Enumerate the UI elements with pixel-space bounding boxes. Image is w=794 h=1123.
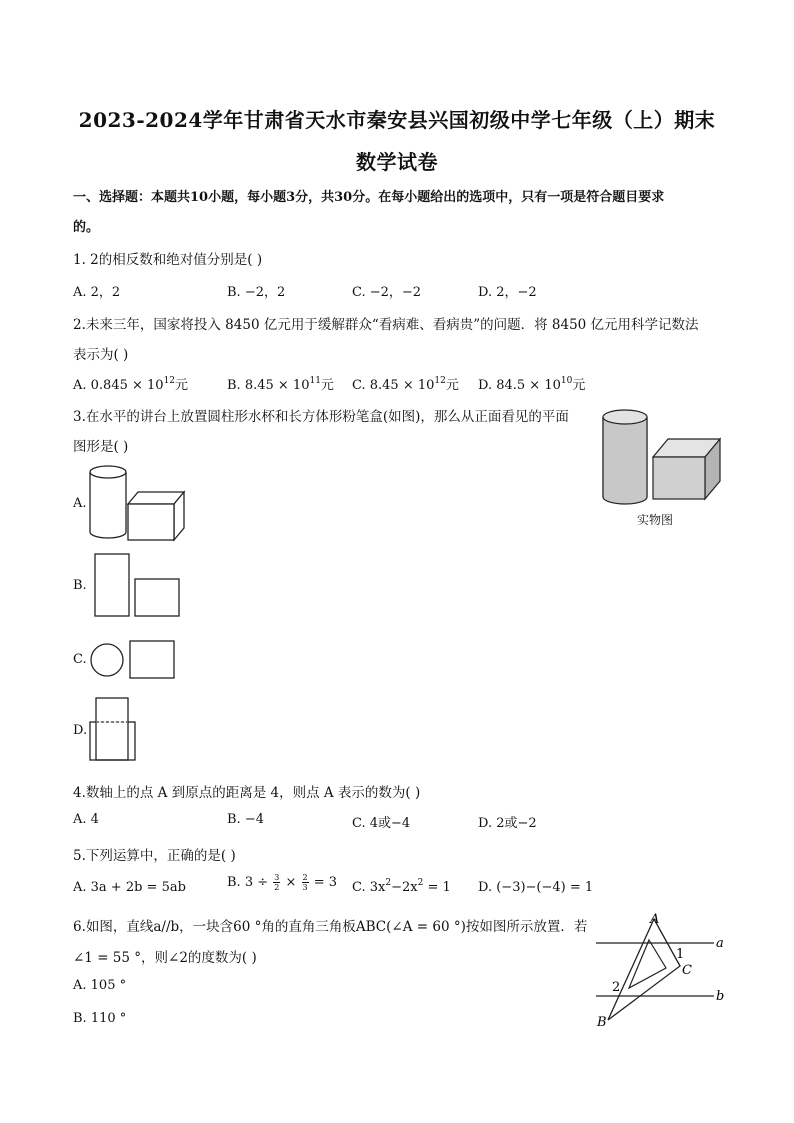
fraction-2-3: $\frac{2}{3}$: [302, 873, 308, 892]
q6-angle-2: 2: [612, 980, 621, 995]
q3-figure-caption: 实物图: [637, 513, 674, 527]
q6-option-a[interactable]: A. 105 °: [73, 978, 127, 993]
q6-label-a: a: [716, 936, 724, 951]
question-5-stem: 5.下列运算中，正确的是( ): [73, 848, 236, 864]
page-title-line2: 数学试卷: [356, 150, 438, 174]
question-4-stem: 4.数轴上的点 A 到原点的距离是 4，则点 A 表示的数为( ): [73, 785, 421, 801]
q4-option-b[interactable]: B. −4: [227, 812, 264, 827]
q4-option-c[interactable]: C. 4或−4: [352, 816, 411, 831]
q5-option-d[interactable]: D. (−3)−(−4) = 1: [478, 880, 594, 895]
question-1-stem: 1. 2的相反数和绝对值分别是( ): [73, 252, 263, 268]
q2-option-c[interactable]: C. $8.45 \times 10^{12}$元: [352, 376, 459, 393]
q6-label-b: b: [716, 989, 725, 1004]
q5-option-c[interactable]: C. $3x^2-2x^2 = 1$: [352, 878, 451, 895]
q2-option-d[interactable]: D. $84.5 \times 10^{10}$元: [478, 376, 586, 393]
q6-label-B: B: [597, 1015, 607, 1030]
q1-option-b[interactable]: B. −2，2: [227, 285, 286, 300]
q3-option-b-label[interactable]: B.: [73, 578, 87, 593]
q6-label-C: C: [682, 963, 692, 978]
q3-option-c-label[interactable]: C.: [73, 652, 87, 667]
q1-option-d[interactable]: D. 2，−2: [478, 285, 537, 300]
q2-option-b[interactable]: B. $8.45 \times 10^{11}$元: [227, 376, 334, 393]
q3-option-a-figure[interactable]: [88, 462, 188, 542]
q6-option-b[interactable]: B. 110 °: [73, 1011, 127, 1026]
fraction-3-2: $\frac{3}{2}$: [274, 873, 280, 892]
page-title-line1: 2023-2024学年甘肃省天水市秦安县兴国初级中学七年级（上）期末: [78, 108, 716, 132]
question-6-stem-cont: ∠1 = 55 °，则∠2的度数为( ): [73, 950, 257, 966]
q6-angle-1: 1: [676, 947, 685, 962]
question-3-stem: 3.在水平的讲台上放置圆柱形水杯和长方体形粉笔盒(如图)，那么从正面看见的平面: [73, 409, 569, 425]
q3-option-b-figure[interactable]: [94, 553, 184, 619]
q4-option-a[interactable]: A. 4: [73, 812, 99, 827]
q1-option-a[interactable]: A. 2，2: [73, 285, 121, 300]
section-heading: 一、选择题：本题共10小题，每小题3分，共30分。在每小题给出的选项中，只有一项是符合题目要求: [73, 190, 665, 205]
question-2-stem-cont: 表示为( ): [73, 347, 129, 363]
question-2-stem: 2.未来三年，国家将投入 8450 亿元用于缓解群众“看病难、看病贵”的问题．将 8450 亿元用科学记数法: [73, 317, 699, 333]
q3-object-figure: [598, 405, 728, 510]
section-heading-cont: 的。: [73, 220, 100, 235]
question-6-stem: 6.如图，直线a//b，一块含60 °角的直角三角板ABC(∠A = 60 °)按如图所示放置．若: [73, 919, 588, 935]
question-3-stem-cont: 图形是( ): [73, 439, 129, 455]
q5-option-b[interactable]: B. 3 ÷ $\frac{3}{2}$ × $\frac{2}{3}$ = 3: [227, 873, 338, 892]
q6-label-A: A: [650, 912, 660, 927]
q3-option-c-figure[interactable]: [90, 638, 180, 680]
q5-option-a[interactable]: A. 3a + 2b = 5ab: [73, 880, 186, 895]
q3-option-a-label[interactable]: A.: [73, 496, 87, 511]
q3-option-d-label[interactable]: D.: [73, 723, 88, 738]
q4-option-d[interactable]: D. 2或−2: [478, 816, 537, 831]
q3-option-d-figure[interactable]: [88, 697, 138, 763]
q1-option-c[interactable]: C. −2，−2: [352, 285, 422, 300]
q6-triangle-figure: [596, 910, 726, 1030]
q2-option-a[interactable]: A. $0.845 \times 10^{12}$元: [73, 376, 189, 393]
